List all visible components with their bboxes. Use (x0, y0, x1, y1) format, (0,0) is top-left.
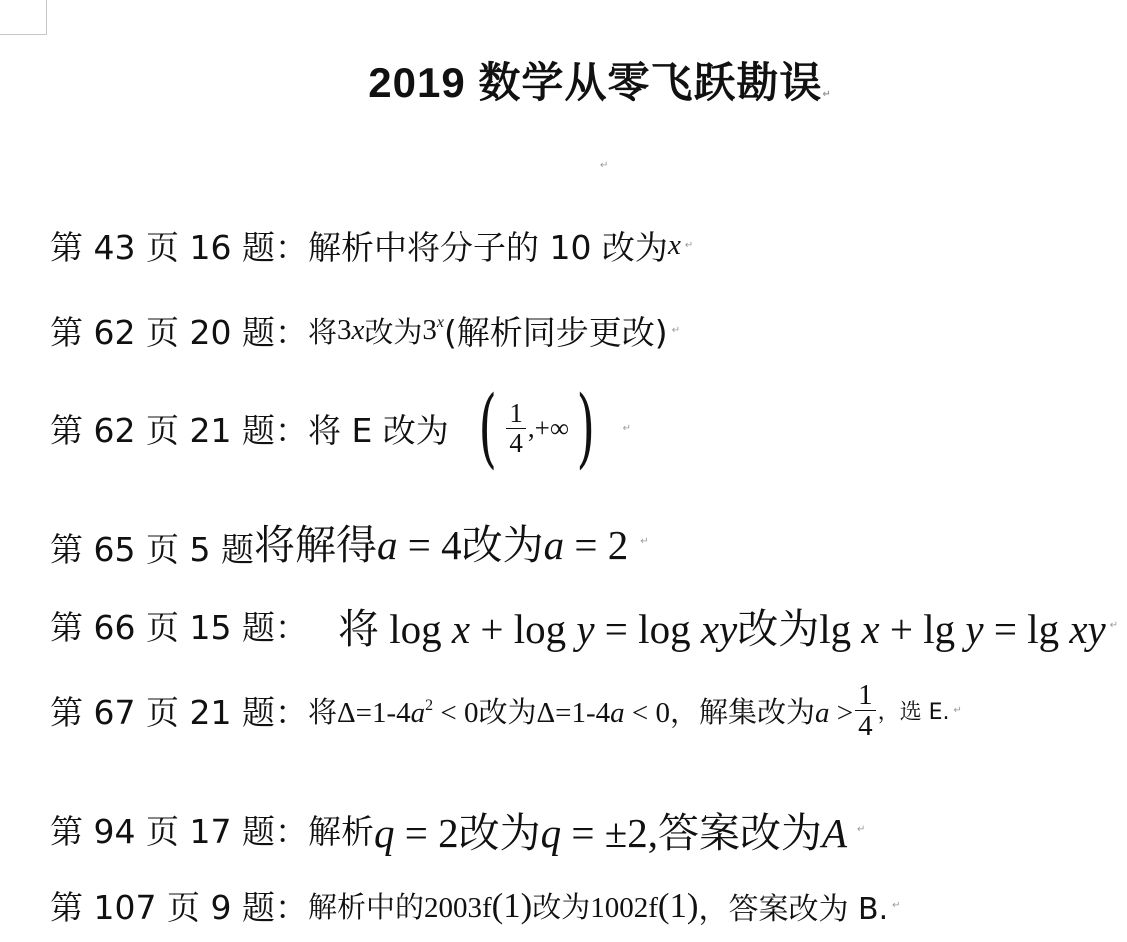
erratum-line-5 (50, 596, 1118, 655)
erratum-math: 解析中的2003f(1)改为1002f(1) (307, 886, 699, 925)
erratum-prefix: 将 (307, 317, 337, 349)
erratum-suffix: (解析同步更改) (443, 313, 668, 352)
erratum-label: 第 43 页 16 题： (50, 228, 308, 267)
erratum-mid: 改为 (364, 317, 423, 349)
math-expr-2: 3$^x$ (422, 314, 444, 346)
paragraph-mark: ↵ (857, 824, 866, 835)
fraction: $\frac{1}{4}$ (855, 680, 876, 742)
title-text: 2019 数学从零飞跃勘误 (368, 59, 823, 106)
erratum-label: 第 67 页 21 题： (50, 693, 308, 733)
erratum-line-2 (50, 307, 680, 354)
paragraph-mark: ↵ (640, 536, 649, 547)
erratum-text: 解析中将分子的 10 改为 (307, 228, 668, 267)
erratum-math: 将$\Delta=1-4a^2 < 0$改为Δ=1-4a < 0，解集改为a > (307, 697, 854, 730)
erratum-text: 将 E 改为 (307, 410, 449, 450)
erratum-label: 第 62 页 21 题： (50, 410, 308, 450)
erratum-label: 第 66 页 15 题： (50, 608, 308, 647)
document-title (0, 50, 1127, 110)
interval-rest: ,+∞ (527, 412, 570, 443)
erratum-prefix: 解析 (307, 812, 374, 851)
math-expr-1: 3x (336, 314, 365, 346)
erratum-label: 第 107 页 9 题： (50, 888, 308, 927)
paragraph-mark: ↵ (892, 900, 901, 911)
fraction: $\frac{1}{4}$ (506, 399, 526, 457)
erratum-line-3 (50, 378, 632, 478)
right-paren: ) (576, 378, 596, 478)
erratum-math: 将 log x + log y = log xy改为lg x + lg y = lg xy (337, 606, 1106, 652)
erratum-math: 将解得a = 4改为a = 2 (253, 522, 629, 568)
erratum-line-8 (50, 882, 901, 929)
erratum-suffix: ，选 E. (877, 700, 950, 726)
erratum-line-7 (50, 800, 865, 859)
paragraph-mark: ↵ (622, 422, 632, 434)
erratum-math: q = 2改为q = ±2,答案改为A (373, 810, 847, 856)
erratum-line-6 (50, 680, 962, 742)
left-paren: ( (478, 378, 497, 478)
erratum-label: 第 65 页 5 题 (50, 530, 254, 569)
erratum-suffix: ，答案改为 B. (698, 891, 889, 927)
paragraph-mark: ↵ (684, 240, 694, 251)
erratum-line-1 (50, 222, 693, 269)
math-var: x (667, 229, 681, 261)
empty-paragraph-mark: ↵ (600, 160, 609, 171)
paragraph-mark: ↵ (1109, 620, 1119, 631)
erratum-label: 第 62 页 20 题： (50, 313, 308, 352)
paragraph-mark: ↵ (953, 705, 962, 717)
erratum-line-4 (50, 512, 649, 571)
paragraph-mark: ↵ (822, 89, 832, 100)
paragraph-mark: ↵ (671, 325, 681, 336)
erratum-label: 第 94 页 17 题： (50, 812, 308, 851)
page-corner-mark (0, 0, 47, 35)
